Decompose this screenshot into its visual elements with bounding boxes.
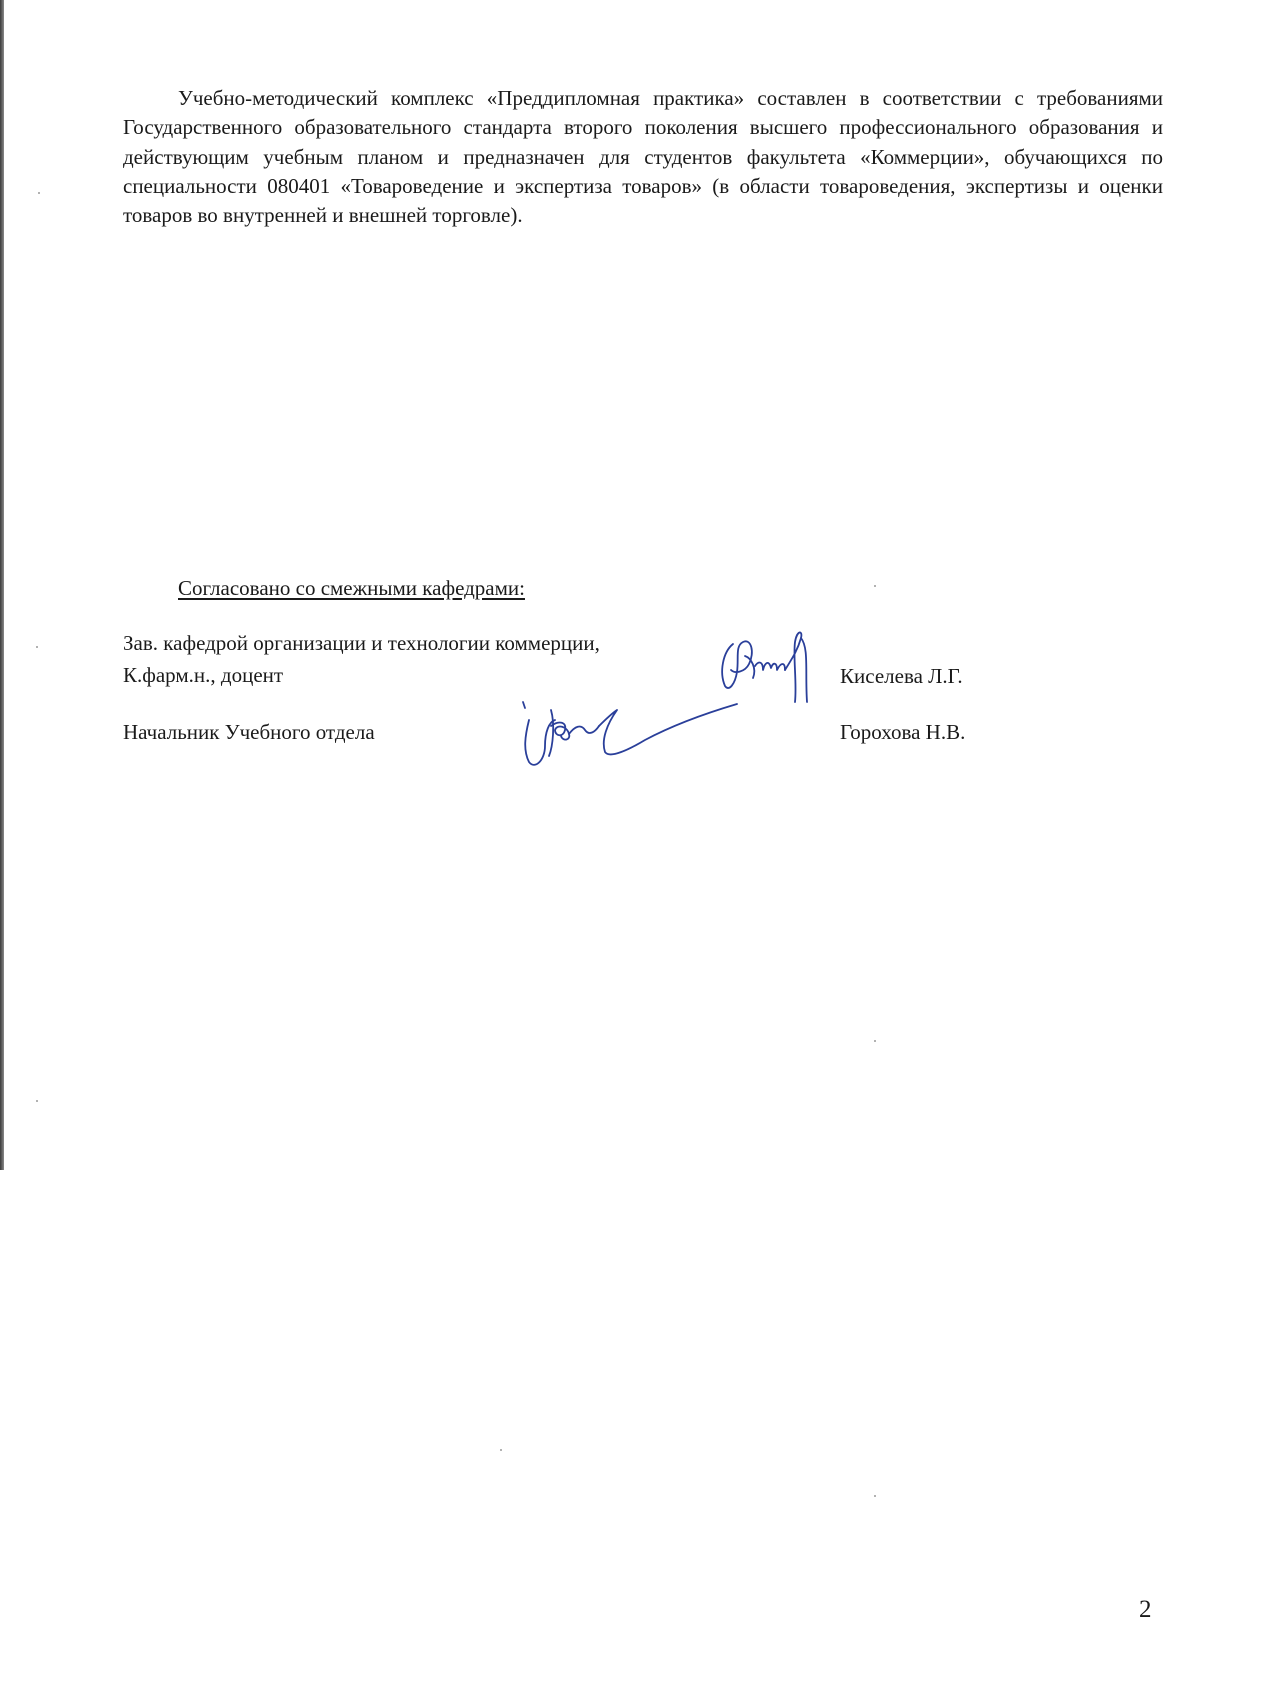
signatory-1-position-line2: К.фарм.н., доцент	[123, 663, 284, 687]
scan-speck	[36, 646, 38, 648]
signatory-1-position-line1: Зав. кафедрой организации и технологии коммерции,	[123, 631, 600, 655]
intro-paragraph: Учебно-методический комплекс «Преддипломная практика» составлен в соответствии с требованиями Государственного образовательного стандарта второго поколения высшего профессионального образования и действующим учебным планом и предназначен для студентов факультета «Коммерции», обучающихся по специальности 080401 «Товароведение и экспертиза товаров» (в области товароведения, экспертизы и оценки товаров во внутренней и внешней торговле).	[123, 86, 1163, 228]
scan-edge	[0, 0, 4, 1170]
signature-1	[705, 622, 835, 707]
signatory-1-name: Киселева Л.Г.	[840, 664, 963, 688]
scan-speck	[874, 1495, 876, 1497]
agreed-heading: Согласовано со смежными кафедрами:	[178, 576, 525, 600]
scan-speck	[36, 1100, 38, 1102]
scan-speck	[874, 585, 876, 587]
signature-2	[515, 690, 745, 780]
signatory-2-position-line1: Начальник Учебного отдела	[123, 720, 375, 744]
page-number: 2	[1139, 1596, 1152, 1623]
scan-speck	[500, 1449, 502, 1451]
signatory-2-name: Горохова Н.В.	[840, 720, 966, 744]
scan-speck	[874, 1040, 876, 1042]
scan-speck	[38, 192, 40, 194]
